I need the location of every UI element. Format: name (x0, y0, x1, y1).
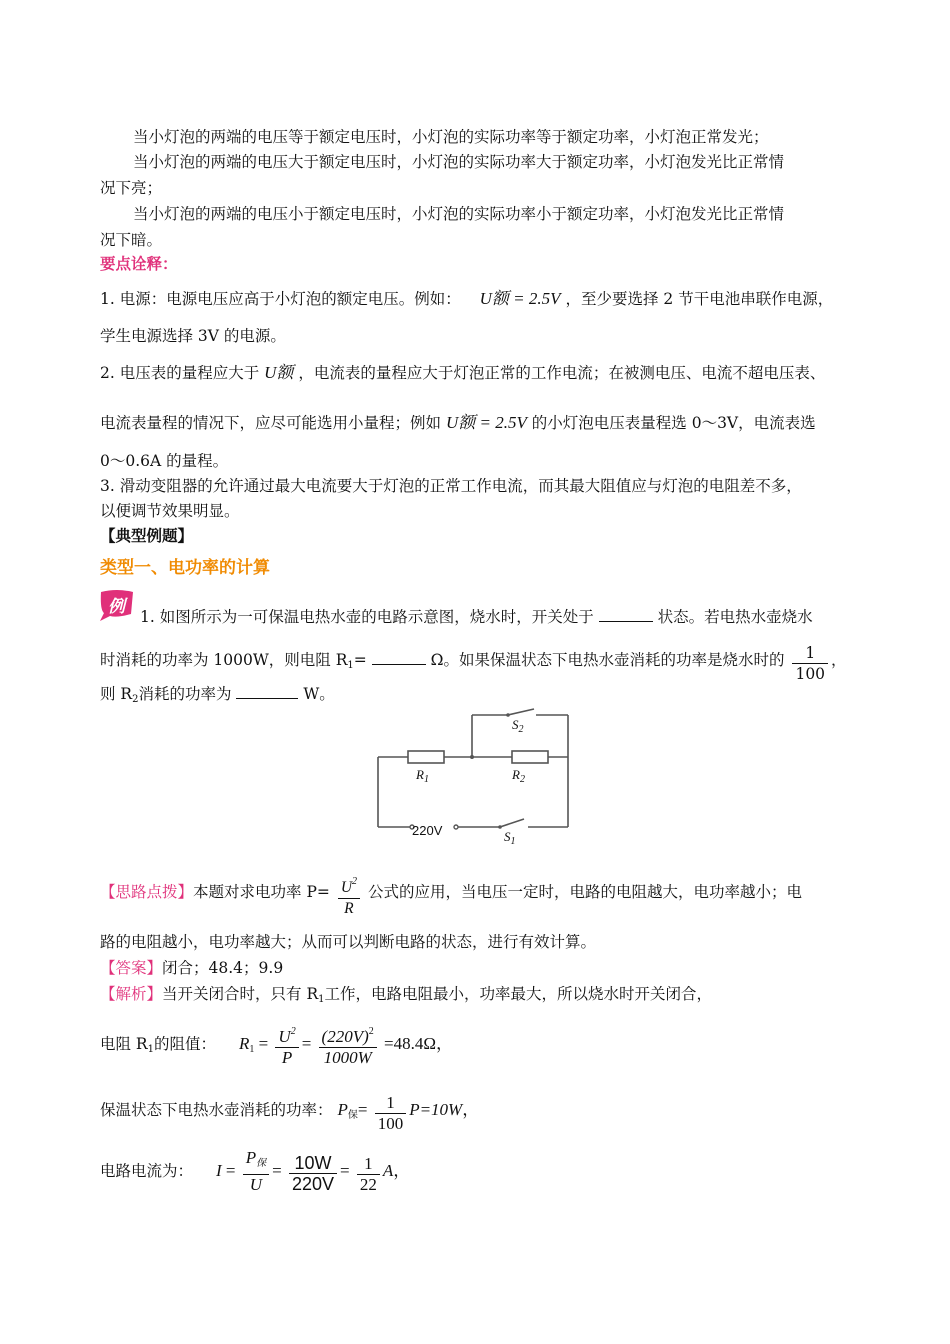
key-point-3-line-2: 以便调节效果明显。 (100, 502, 240, 520)
intro-line-1: 当小灯泡的两端的电压等于额定电压时，小灯泡的实际功率等于额定功率，小灯泡正常发光； (133, 128, 769, 146)
current-label: 电路电流为： (100, 1162, 194, 1180)
question-text-3a: 则 R (100, 685, 133, 703)
key-point-3-line-1: 3. 滑动变阻器的允许通过最大电流要大于灯泡的正常工作电流，而其最大阻值应与灯泡的电阻差不多， (100, 477, 802, 495)
question-text-2a: 时消耗的功率为 1000W，则电阻 R (100, 651, 348, 669)
question-text-1b: 状态。若电热水壶烧水 (657, 608, 813, 626)
switch-s1-blade (500, 819, 524, 827)
key-point-2-text-b: ，电流表的量程应大于灯泡正常的工作电流；在被测电压、电流不超电压表、 (298, 364, 826, 382)
type-heading: 类型一、电功率的计算 (100, 558, 270, 578)
symbol-u-rated: U额 (264, 363, 294, 382)
eq3-tail: ， (393, 1161, 411, 1180)
switch-s2-pivot (506, 713, 510, 717)
eq3-fraction-2: $\frac{10W}{220V}$ (289, 1153, 337, 1194)
key-point-2-text-c: 电流表量程的情况下，应尽可能选用小量程；例如 (100, 414, 442, 432)
eq2-tail: ， (462, 1100, 480, 1119)
formula-u-rated-2: U额 = 2.5V (445, 413, 527, 432)
fraction-denominator: 100 (795, 665, 826, 683)
question-line-2 (100, 643, 847, 684)
eq1-tail: ， (436, 1034, 453, 1053)
analysis-r1-subscript: 1 (318, 994, 325, 1005)
analysis-line-1 (100, 983, 712, 1011)
analysis-text-1b: 工作，电路电阻最小，功率最大，所以烧水时开关闭合， (324, 985, 713, 1003)
hint-text-2: 公式的应用，当电压一定时，电路的电阻越大，电功率越小；电 (367, 883, 802, 901)
r1-label-subscript: 1 (147, 1044, 154, 1055)
analysis-keep-line (100, 1093, 479, 1134)
eq1-fraction-2: $\frac{(220V)^2}{1000W}$ (319, 1022, 377, 1068)
label-s1: $S_1$ (504, 829, 516, 847)
intro-line-2a: 当小灯泡的两端的电压大于额定电压时，小灯泡的实际功率大于额定功率，小灯泡发光比正常情 (133, 153, 785, 171)
eq2-rhs: P=10W (409, 1100, 463, 1119)
example-badge-label: 例 (108, 597, 125, 617)
formula-u-rated-1: U额 = 2.5V (479, 289, 561, 308)
hint-tag: 【思路点拨】 (100, 883, 194, 901)
hint-formula-exponent: 2 (352, 876, 358, 887)
example-badge-icon (98, 588, 136, 622)
analysis-r1-line (100, 1022, 453, 1068)
key-points-heading: 要点诠释： (100, 254, 178, 273)
equation-r1: $R_1$ = $\frac{U^2}{P}$ = $\frac{(220V)^2}{1000W}$ =48.4Ω， (239, 1034, 453, 1053)
circuit-svg (372, 705, 572, 855)
answer-line (100, 957, 283, 979)
eq2-lhs: P (337, 1100, 348, 1119)
answer-blank-3 (236, 683, 298, 699)
equation-keep-power: $P_保=$ $\frac{1}{100}$ P=10W， (337, 1093, 480, 1133)
intro-line-3b: 况下暗。 (100, 231, 163, 249)
answer-text: 闭合；48.4；9.9 (162, 959, 284, 977)
r2-subscript: 2 (132, 694, 139, 705)
eq2-lhs-subscript: 保 (347, 1110, 358, 1121)
answer-tag: 【答案】 (100, 959, 163, 977)
eq3-fraction-3: $\frac{1}{22}$ (357, 1154, 380, 1195)
intro-line-3a: 当小灯泡的两端的电压小于额定电压时，小灯泡的实际功率小于额定功率，小灯泡发光比正常情 (133, 205, 785, 223)
key-point-2-text-a: 2. 电压表的量程应大于 (100, 364, 260, 382)
key-point-2-line-1 (100, 362, 825, 384)
analysis-tag: 【解析】 (100, 985, 163, 1003)
r1-label-b: 的阻值： (153, 1035, 216, 1053)
formula-u2-over-r (338, 872, 360, 919)
resistor-r1 (408, 751, 444, 763)
eq2-fraction: $\frac{1}{100}$ (375, 1093, 407, 1134)
question-text-3c: W。 (303, 685, 335, 703)
key-point-1-text-a: 1. 电源：电源电压应高于小灯泡的额定电压。例如： (100, 290, 461, 308)
answer-blank-2 (372, 649, 426, 665)
question-text-2b: = (353, 651, 367, 669)
key-point-2-line-2 (100, 412, 816, 434)
eq1-lhs: R (238, 1034, 250, 1053)
answer-blank-1 (599, 606, 653, 622)
eq3-fraction-1: $\frac{P_保}{U}$ (243, 1148, 269, 1195)
question-text-2d: ， (831, 651, 847, 669)
hint-text-1: 本题对求电功率 P= (193, 883, 330, 901)
eq1-result: =48.4Ω (384, 1034, 436, 1053)
keep-power-label: 保温状态下电热水壶消耗的功率： (100, 1101, 333, 1119)
question-text-2c: Ω。如果保温状态下电热水壶消耗的功率是烧水时的 (430, 651, 785, 669)
label-r2: $R_2$ (512, 767, 525, 785)
source-terminal-right (454, 825, 458, 829)
question-line-3 (100, 683, 335, 711)
eq3-lhs: I (215, 1161, 222, 1180)
r1-subscript: 1 (347, 660, 354, 671)
r1-label-a: 电阻 R (100, 1035, 148, 1053)
hint-line-2: 路的电阻越小，电功率越大；从而可以判断电路的状态，进行有效计算。 (100, 933, 597, 951)
key-point-1-line-2: 学生电源选择 3V 的电源。 (100, 327, 286, 345)
hint-formula-denominator: R (344, 900, 354, 917)
switch-s2-blade (508, 709, 534, 715)
analysis-text-1a: 当开关闭合时，只有 R (162, 985, 319, 1003)
analysis-current-line (100, 1148, 410, 1195)
key-point-2-text-d: 的小灯泡电压表量程选 0～3V，电流表选 (531, 414, 816, 432)
eq1-lhs-subscript: 1 (249, 1044, 255, 1055)
eq1-fraction-1: $\frac{U^2}{P}$ (275, 1022, 298, 1068)
key-point-2-line-3: 0～0.6A 的量程。 (100, 452, 229, 470)
junction-dot (470, 755, 474, 759)
examples-heading: 【典型例题】 (100, 526, 194, 545)
key-point-1-line-1 (100, 288, 833, 310)
question-line-1 (140, 606, 813, 628)
resistor-r2 (512, 751, 548, 763)
fraction-one-hundredth (792, 643, 828, 684)
label-s2: $S_2$ (512, 717, 524, 735)
equation-current: I = $\frac{P_保}{U}$ = $\frac{10W}{220V}$ = $\frac{1}{22}$ A， (215, 1148, 411, 1194)
question-text-3b: 消耗的功率为 (138, 685, 232, 703)
hint-line-1 (100, 872, 802, 919)
label-voltage: 220V (412, 823, 443, 838)
key-point-1-text-b: ，至少要选择 2 节干电池串联作电源， (565, 290, 834, 308)
intro-line-2b: 况下亮； (100, 179, 163, 197)
question-text-1a: 1. 如图所示为一可保温电热水壶的电路示意图，烧水时，开关处于 (140, 608, 594, 626)
eq3-unit: A (382, 1161, 394, 1180)
fraction-numerator: 1 (792, 643, 828, 664)
label-r1: $R_1$ (416, 767, 429, 785)
circuit-diagram (372, 705, 572, 855)
hint-formula-numerator: U (340, 879, 353, 896)
switch-s1-pivot (498, 825, 502, 829)
